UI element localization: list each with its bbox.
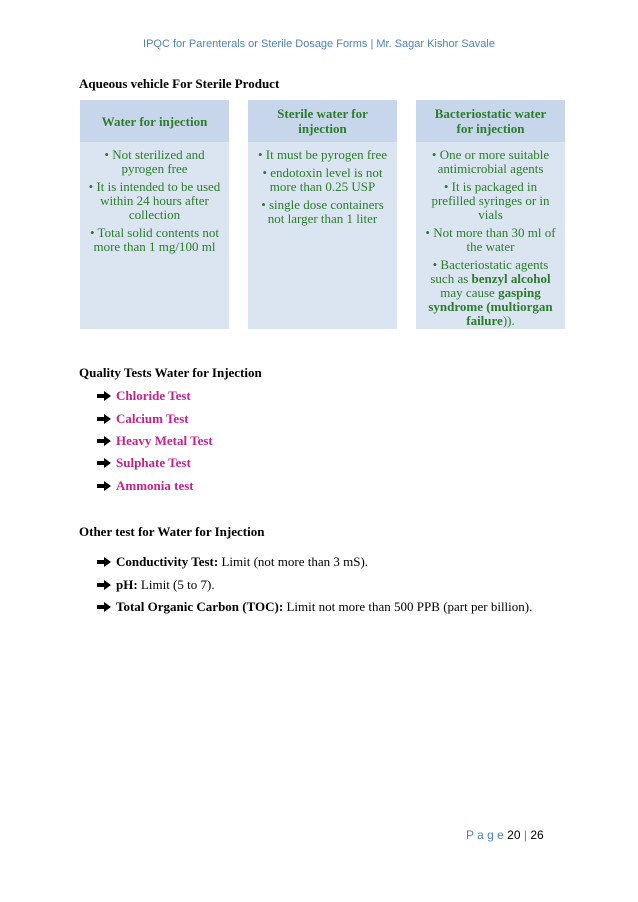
arrow-bullet-icon [97, 458, 111, 468]
arrow-bullet-icon [97, 580, 111, 590]
column-point-bacteriostatic-agents [424, 258, 557, 328]
list-item [97, 596, 532, 618]
section-title-other-tests: Other test for Water for Injection [79, 524, 265, 539]
column-body [416, 142, 565, 329]
page-total: 26 [530, 828, 544, 842]
arrow-bullet-icon [97, 602, 111, 612]
page-number: 20 [507, 828, 521, 842]
page-header: IPQC for Parenterals or Sterile Dosage Forms | Mr. Sagar Kishor Savale [143, 38, 495, 50]
arrow-bullet-icon [97, 391, 111, 401]
test-limit: Limit not more than 500 PPB (part per billion). [283, 598, 533, 614]
test-label: pH: [116, 576, 138, 592]
point-text: may cause [440, 285, 499, 300]
column-point: • It is packaged in prefilled syringes or in vials [431, 179, 550, 222]
quality-test-label: Calcium Test [116, 410, 189, 426]
list-item [97, 475, 213, 497]
test-label: Total Organic Carbon (TOC): [116, 598, 284, 614]
arrow-bullet-icon [97, 414, 111, 424]
other-tests-list [97, 551, 532, 618]
quality-test-label: Sulphate Test [116, 455, 191, 471]
column-body [80, 142, 229, 329]
section-title-quality-tests: Quality Tests Water for Injection [79, 365, 262, 380]
vehicle-columns [80, 100, 565, 329]
column-point: • Not sterilized and pyrogen free [104, 147, 205, 176]
section-title-aqueous-vehicle: Aqueous vehicle For Sterile Product [79, 76, 280, 91]
list-item [97, 385, 213, 407]
page-label: P a g e [466, 828, 504, 842]
quality-test-label: Chloride Test [116, 388, 191, 404]
list-item [97, 551, 532, 573]
test-limit: Limit (5 to 7). [137, 576, 215, 592]
page-footer [466, 828, 544, 842]
point-bold-text: gasping syndrome (multiorgan failure [428, 285, 553, 328]
test-label: Conductivity Test: [116, 554, 219, 570]
list-item [97, 430, 213, 452]
point-bold-text: benzyl alcohol [471, 271, 551, 286]
column-bacteriostatic-water [416, 100, 565, 329]
list-item [97, 452, 213, 474]
column-sterile-water [248, 100, 397, 329]
point-text: • Bacteriostatic agents such as [430, 257, 549, 286]
column-body [248, 142, 397, 329]
column-point: • One or more suitable antimicrobial agents [431, 147, 550, 176]
quality-test-label: Heavy Metal Test [116, 432, 213, 448]
test-limit: Limit (not more than 3 mS). [218, 554, 369, 570]
page-separator: | [520, 828, 531, 842]
column-heading: Sterile water for injection [248, 100, 397, 142]
column-point: • It must be pyrogen free [257, 147, 388, 162]
column-heading: Bacteriostatic water for injection [416, 100, 565, 142]
column-heading: Water for injection [80, 100, 229, 142]
column-point: • single dose containers not larger than 1 liter [261, 197, 384, 226]
list-item [97, 573, 532, 595]
arrow-bullet-icon [97, 436, 111, 446]
column-point: • It is intended to be used within 24 hours after collection [88, 179, 221, 222]
quality-tests-list [97, 385, 213, 497]
column-point: • endotoxin level is not more than 0.25 USP [262, 165, 383, 194]
arrow-bullet-icon [97, 481, 111, 491]
arrow-bullet-icon [97, 557, 111, 567]
column-point: • Total solid contents not more than 1 mg/100 ml [89, 225, 220, 254]
column-water-for-injection [80, 100, 229, 329]
list-item [97, 407, 213, 429]
quality-test-label: Ammonia test [116, 477, 194, 493]
point-text: )). [502, 313, 515, 328]
column-point: • Not more than 30 ml of the water [425, 225, 556, 254]
